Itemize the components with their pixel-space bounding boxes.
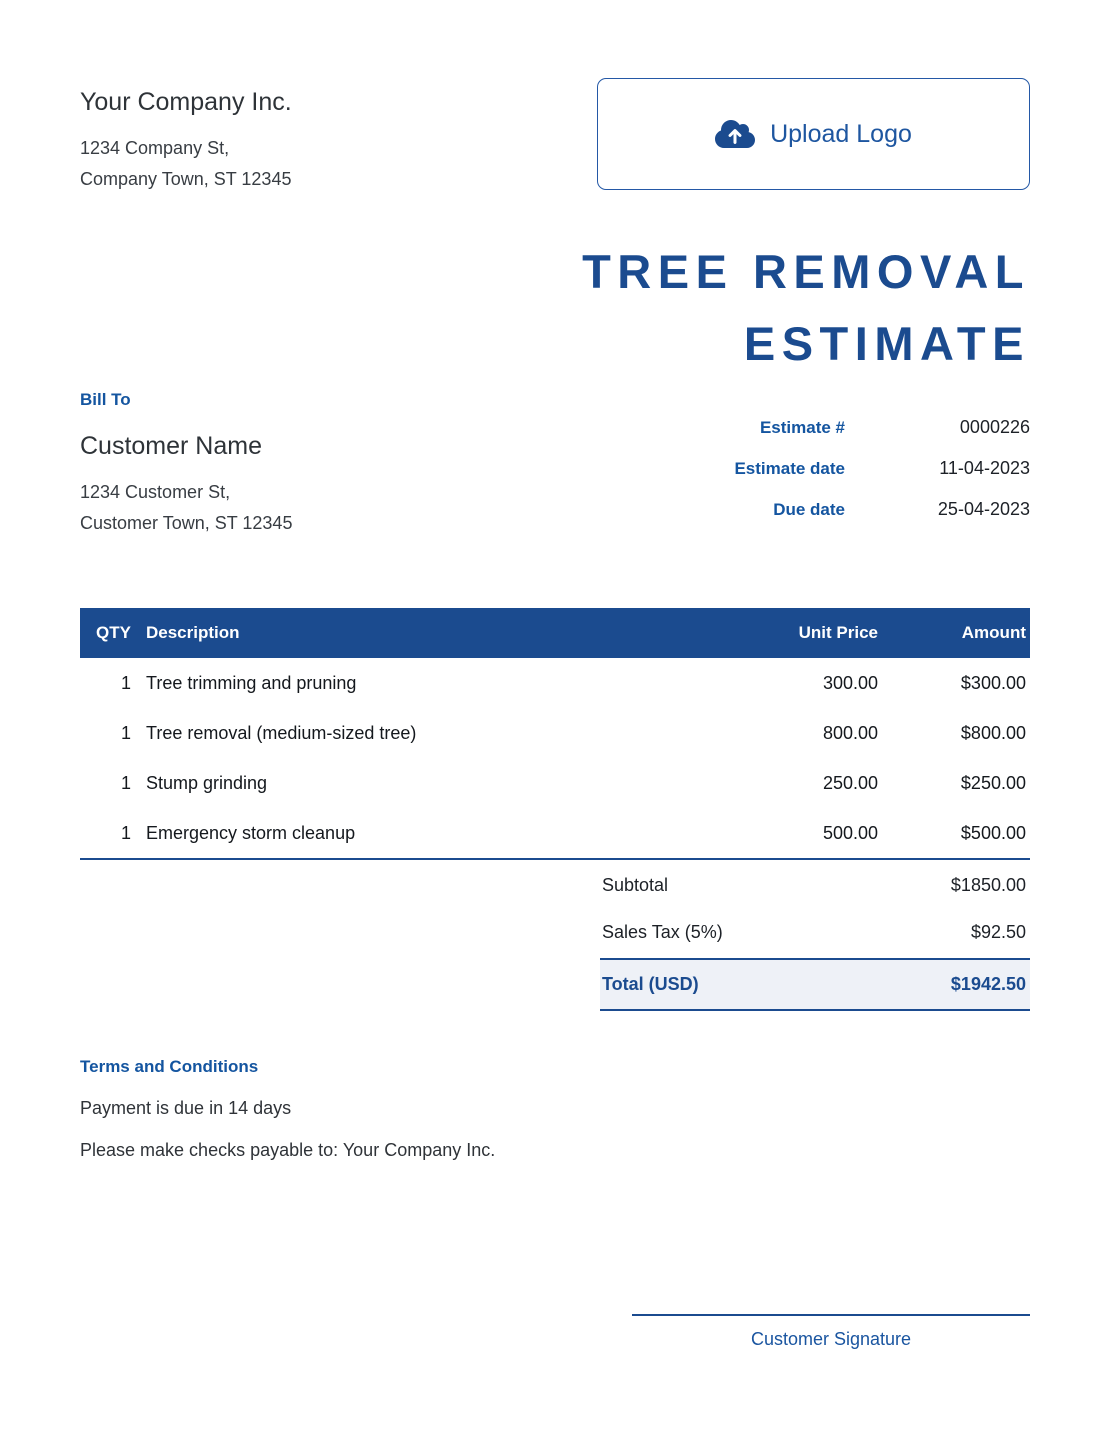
header-description: Description [146, 623, 240, 642]
terms-block [80, 1057, 495, 1161]
customer-name: Customer Name [80, 432, 262, 460]
company-address-line2: Company Town, ST 12345 [80, 169, 292, 189]
due-date-value: 25-04-2023 [937, 499, 1030, 519]
estimate-date-row [580, 458, 1030, 479]
sales-tax-row [600, 909, 1030, 956]
subtotal-row [600, 862, 1030, 909]
row-amount: $250.00 [960, 772, 1026, 793]
table-row [80, 758, 1030, 808]
bill-to-block [80, 390, 292, 539]
table-row [80, 708, 1030, 758]
document-title-line1: TREE REMOVAL [582, 245, 1030, 298]
row-unit-price: 800.00 [822, 722, 878, 743]
total-label: Total (USD) [602, 974, 699, 994]
upload-logo-label: Upload Logo [770, 119, 912, 148]
items-table [80, 608, 1030, 860]
subtotal-value: $1850.00 [950, 875, 1026, 895]
upload-logo-button[interactable] [597, 78, 1030, 190]
row-amount: $800.00 [960, 722, 1026, 743]
signature-block [632, 1314, 1030, 1350]
terms-line1: Payment is due in 14 days [80, 1098, 292, 1118]
row-qty: 1 [120, 672, 131, 693]
total-row [600, 958, 1030, 1011]
table-row [80, 658, 1030, 708]
row-amount: $300.00 [960, 672, 1026, 693]
cloud-upload-icon [715, 118, 755, 150]
row-description: Stump grinding [146, 772, 268, 793]
bill-to-label: Bill To [80, 390, 131, 409]
items-table-header [80, 608, 1030, 658]
header-amount: Amount [961, 623, 1026, 642]
company-name: Your Company Inc. [80, 88, 292, 116]
customer-address-line1: 1234 Customer St, [80, 482, 231, 502]
total-value: $1942.50 [950, 974, 1026, 994]
sales-tax-value: $92.50 [970, 922, 1026, 942]
sales-tax-label: Sales Tax (5%) [602, 922, 723, 942]
estimate-meta [580, 417, 1030, 540]
company-address-line1: 1234 Company St, [80, 138, 230, 158]
row-description: Tree trimming and pruning [146, 672, 357, 693]
terms-line2: Please make checks payable to: Your Company Inc. [80, 1140, 496, 1160]
terms-heading: Terms and Conditions [80, 1057, 259, 1076]
customer-address-line2: Customer Town, ST 12345 [80, 513, 293, 533]
header-unit-price: Unit Price [798, 623, 878, 642]
row-qty: 1 [120, 822, 131, 843]
summary-block [600, 862, 1030, 1011]
row-description: Emergency storm cleanup [146, 822, 356, 843]
header-qty: QTY [96, 623, 131, 642]
estimate-date-value: 11-04-2023 [939, 458, 1030, 478]
customer-signature-label: Customer Signature [750, 1329, 912, 1349]
estimate-date-label: Estimate date [734, 458, 845, 478]
estimate-number-value: 0000226 [959, 417, 1030, 437]
due-date-label: Due date [773, 499, 845, 519]
document-title-line2: ESTIMATE [743, 317, 1030, 370]
row-qty: 1 [120, 722, 131, 743]
row-unit-price: 300.00 [822, 672, 878, 693]
company-block [80, 88, 292, 195]
document-title [80, 236, 1030, 380]
row-qty: 1 [120, 772, 131, 793]
row-amount: $500.00 [960, 822, 1026, 843]
subtotal-label: Subtotal [602, 875, 669, 895]
table-row [80, 808, 1030, 858]
estimate-number-row [580, 417, 1030, 438]
estimate-number-label: Estimate # [759, 417, 845, 437]
row-unit-price: 250.00 [822, 772, 878, 793]
row-description: Tree removal (medium-sized tree) [146, 722, 417, 743]
row-unit-price: 500.00 [822, 822, 878, 843]
due-date-row [580, 499, 1030, 520]
